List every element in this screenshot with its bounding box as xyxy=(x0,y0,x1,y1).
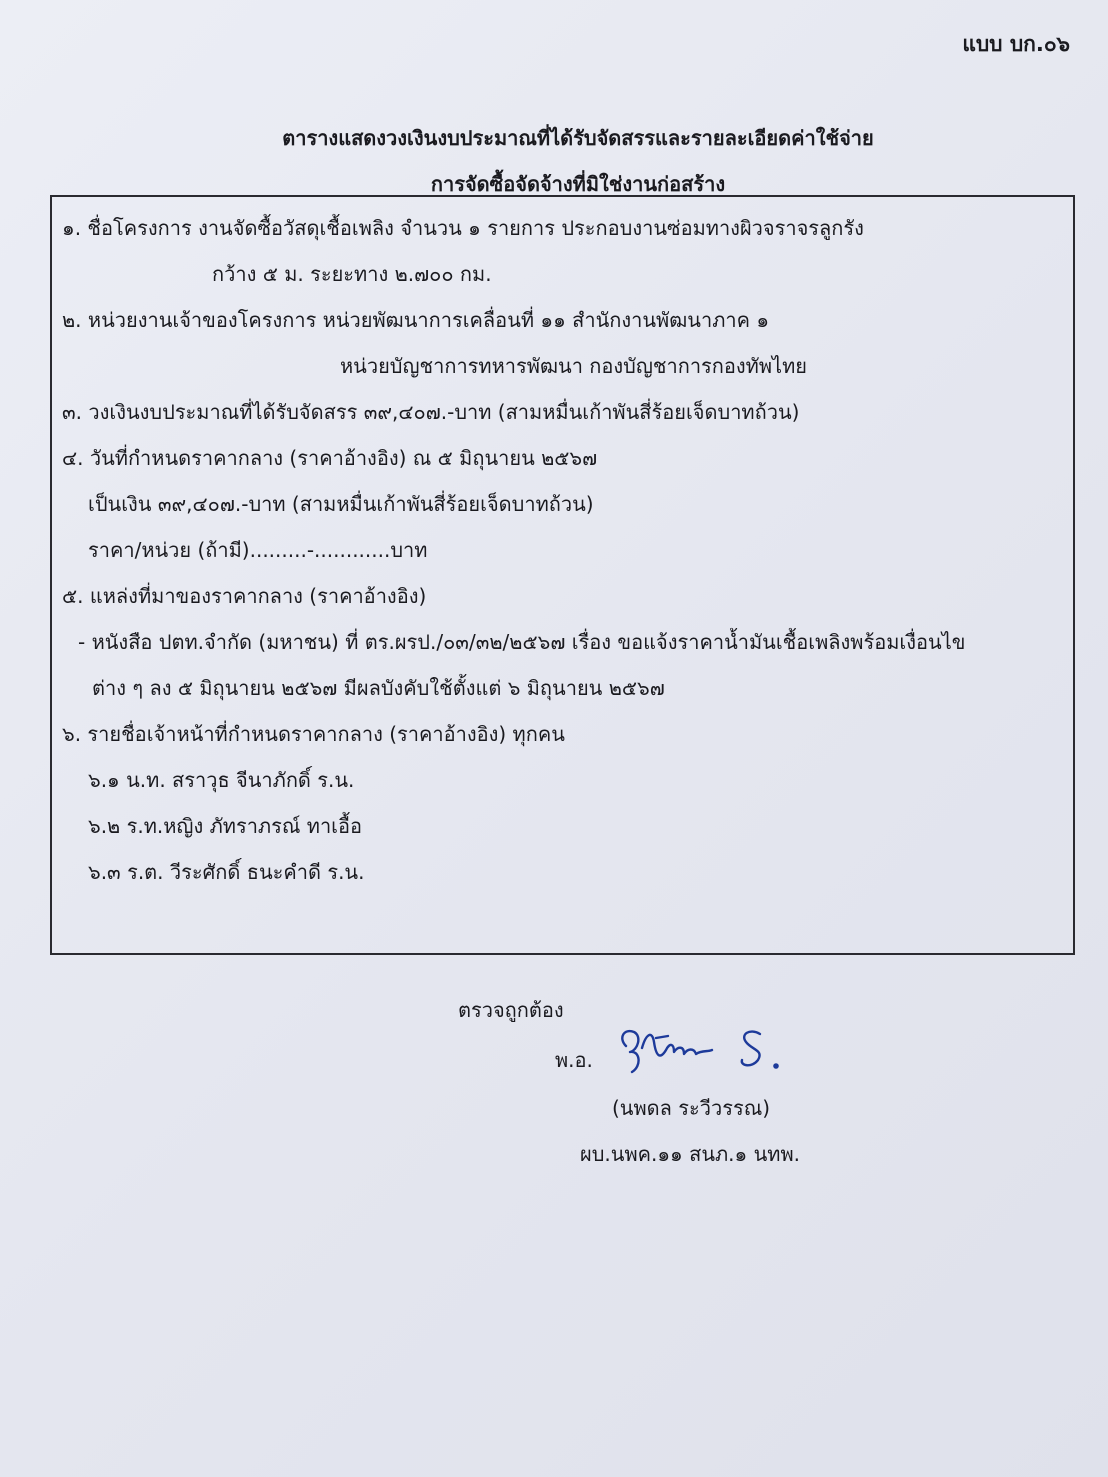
handwritten-signature xyxy=(612,1020,792,1080)
item5-source-letter-cont: ต่าง ๆ ลง ๕ มิถุนายน ๒๕๖๗ มีผลบังคับใช้ตั้งแต่ ๖ มิถุนายน ๒๕๖๗ xyxy=(92,676,665,700)
form-code: แบบ บก.๐๖ xyxy=(962,32,1070,56)
signer-name: (นพดล ระวีวรรณ) xyxy=(612,1096,771,1120)
item6-officer-3: ๖.๓ ร.ต. วีระศักดิ์ ธนะคำดี ร.น. xyxy=(88,860,365,884)
item1-project-size: กว้าง ๕ ม. ระยะทาง ๒.๗๐๐ กม. xyxy=(212,262,492,286)
document-title-line1: ตารางแสดงวงเงินงบประมาณที่ได้รับจัดสรรและรายละเอียดค่าใช้จ่าย xyxy=(282,126,874,150)
signer-rank: พ.อ. xyxy=(555,1048,593,1072)
item2-owner-unit: ๒. หน่วยงานเจ้าของโครงการ หน่วยพัฒนาการเคลื่อนที่ ๑๑ สำนักงานพัฒนาภาค ๑ xyxy=(62,308,770,332)
document-title-line2: การจัดซื้อจัดจ้างที่มิใช่งานก่อสร้าง xyxy=(430,172,726,196)
verified-label: ตรวจถูกต้อง xyxy=(458,998,564,1022)
signer-position: ผบ.นพค.๑๑ สนภ.๑ นทพ. xyxy=(580,1142,800,1166)
item6-officer-2: ๖.๒ ร.ท.หญิง ภัทราภรณ์ ทาเอื้อ xyxy=(88,814,363,838)
item4-unit-price: ราคา/หน่วย (ถ้ามี).........-............บาท xyxy=(88,538,428,562)
item6-officers-heading: ๖. รายชื่อเจ้าหน้าที่กำหนดราคากลาง (ราคาอ้างอิง) ทุกคน xyxy=(62,722,565,746)
item5-source-letter: - หนังสือ ปตท.จำกัด (มหาชน) ที่ ตร.ผรป./๐๓/๓๒/๒๕๖๗ เรื่อง ขอแจ้งราคาน้ำมันเชื้อเพลิงพร้อมเงื่อนไข xyxy=(78,630,966,654)
item4-amount: เป็นเงิน ๓๙,๔๐๗.-บาท (สามหมื่นเก้าพันสี่ร้อยเจ็ดบาทถ้วน) xyxy=(88,492,594,516)
item3-budget: ๓. วงเงินงบประมาณที่ได้รับจัดสรร ๓๙,๔๐๗.-บาท (สามหมื่นเก้าพันสี่ร้อยเจ็ดบาทถ้วน) xyxy=(62,400,800,424)
item4-reference-date: ๔. วันที่กำหนดราคากลาง (ราคาอ้างอิง) ณ ๕ มิถุนายน ๒๕๖๗ xyxy=(62,446,598,470)
item2-owner-command: หน่วยบัญชาการทหารพัฒนา กองบัญชาการกองทัพไทย xyxy=(340,354,808,378)
item1-project-name: ๑. ชื่อโครงการ งานจัดซื้อวัสดุเชื้อเพลิง จำนวน ๑ รายการ ประกอบงานซ่อมทางผิวจราจรลูกรัง xyxy=(62,216,864,240)
item6-officer-1: ๖.๑ น.ท. สราวุธ จีนาภักดิ์ ร.น. xyxy=(88,768,355,792)
item5-price-source: ๕. แหล่งที่มาของราคากลาง (ราคาอ้างอิง) xyxy=(62,584,427,608)
